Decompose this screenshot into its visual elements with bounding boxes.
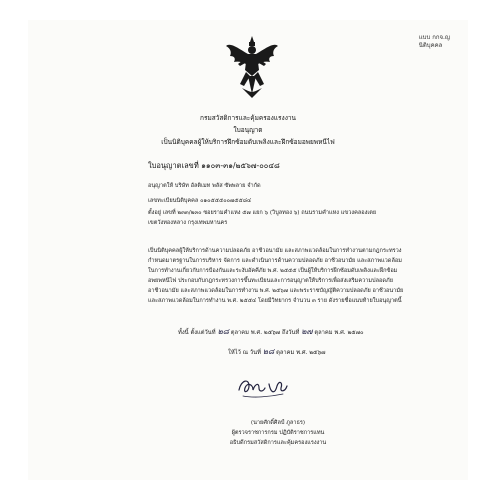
- document-header: [28, 112, 468, 148]
- validity-start-day: ๒๘: [217, 327, 229, 336]
- validity-end-day: ๒๗: [301, 327, 313, 336]
- signatory-name: (นายศักดิ์ศิลป์ ภูลาธร): [250, 420, 306, 426]
- paragraph-line: และสภาพแวดล้อมในการทำงาน พ.ศ. ๒๕๕๔ โดยมีวิทยากร จำนวน ๓ ราย ดังรายชื่อแนบท้ายใบอนุญาตนี้: [148, 298, 402, 304]
- paragraph-line: อาชีวอนามัย และสภาพแวดล้อมในการทำงาน พ.ศ. ๒๕๖๗ และพระราชบัญญัติความปลอดภัย อาชีวอนามัย: [148, 288, 404, 294]
- validity-period: [178, 325, 364, 338]
- issue-prefix: ให้ไว้ ณ วันที่: [228, 350, 261, 356]
- paragraph-line: ในการทำงานเกี่ยวกับการป้องกันและระงับอัคคีภัย พ.ศ. ๒๕๕๕ เป็นผู้ให้บริการฝึกซ้อมดับเพลิงและฝึกซ้อม: [148, 268, 398, 274]
- paragraph-line: เป็นนิติบุคคลผู้ให้บริการด้านความปลอดภัย อาชีวอนามัย และสภาพแวดล้อมในการทำงานตามกฎกระทรวง: [148, 248, 402, 254]
- document-type: ใบอนุญาต: [233, 126, 263, 134]
- signatory-block: [208, 418, 348, 448]
- license-document: [28, 20, 468, 480]
- registration-line: เลขทะเบียนนิติบุคคล ๐๑๐๕๕๕๐๐๗๕๕๘๔: [148, 198, 252, 204]
- license-category: เป็นนิติบุคคลผู้ให้บริการฝึกซ้อมดับเพลิงและฝึกซ้อมอพยพหนีไฟ: [161, 138, 335, 146]
- issue-day: ๒๘: [262, 347, 275, 356]
- handwritten-signature: [233, 372, 293, 402]
- grantee-line: อนุญาตให้ บริษัท อัลติเมท พลัส ซัพพลาย จำกัด: [148, 183, 261, 189]
- form-code-line2: นิติบุคคล: [418, 42, 443, 49]
- license-number: ใบอนุญาตเลขที่ ๑๑๐๓-๓๑/๒๕๖๗-๐๐๔๘: [148, 161, 280, 170]
- license-paragraph: [148, 246, 408, 306]
- form-code-line1: แบบ กกจ.ญ: [418, 34, 450, 41]
- paragraph-line: อพยพหนีไฟ ประกอบกับกฎกระทรวงการขึ้นทะเบียนและการอนุญาตให้บริการเพื่อส่งเสริมความปลอดภัย: [148, 278, 393, 284]
- validity-prefix: ทั้งนี้ ตั้งแต่วันที่: [178, 330, 216, 336]
- issue-rest: ตุลาคม พ.ศ. ๒๕๖๗: [276, 350, 326, 356]
- garuda-emblem-icon: [224, 34, 280, 100]
- validity-start-rest: ตุลาคม พ.ศ. ๒๕๖๗ ถึงวันที่: [230, 330, 300, 336]
- issue-date: [228, 345, 325, 358]
- signatory-title: ผู้ตรวจราชการกรม ปฏิบัติราชการแทน: [231, 430, 325, 436]
- form-code: [419, 34, 450, 50]
- signatory-department: อธิบดีกรมสวัสดิการและคุ้มครองแรงงาน: [229, 440, 327, 446]
- address-line-2: เขตวังทองหลาง กรุงเทพมหานคร: [148, 220, 228, 226]
- validity-end-rest: ตุลาคม พ.ศ. ๒๕๗๐: [314, 330, 364, 336]
- paragraph-line: กำหนดมาตรฐานในการบริหาร จัดการ และดำเนินการด้านความปลอดภัย อาชีวอนามัย และสภาพแวดล้อม: [148, 258, 402, 264]
- department-name: กรมสวัสดิการและคุ้มครองแรงงาน: [200, 114, 296, 122]
- address-line-1: ตั้งอยู่ เลขที่ ๒๓๓/๒๓๐ ซอยรามคำแหง ๕๗ แยก ๖ (วิบูลทอง ๖) ถนนรามคำแหง แขวงคลองเตย: [148, 210, 377, 216]
